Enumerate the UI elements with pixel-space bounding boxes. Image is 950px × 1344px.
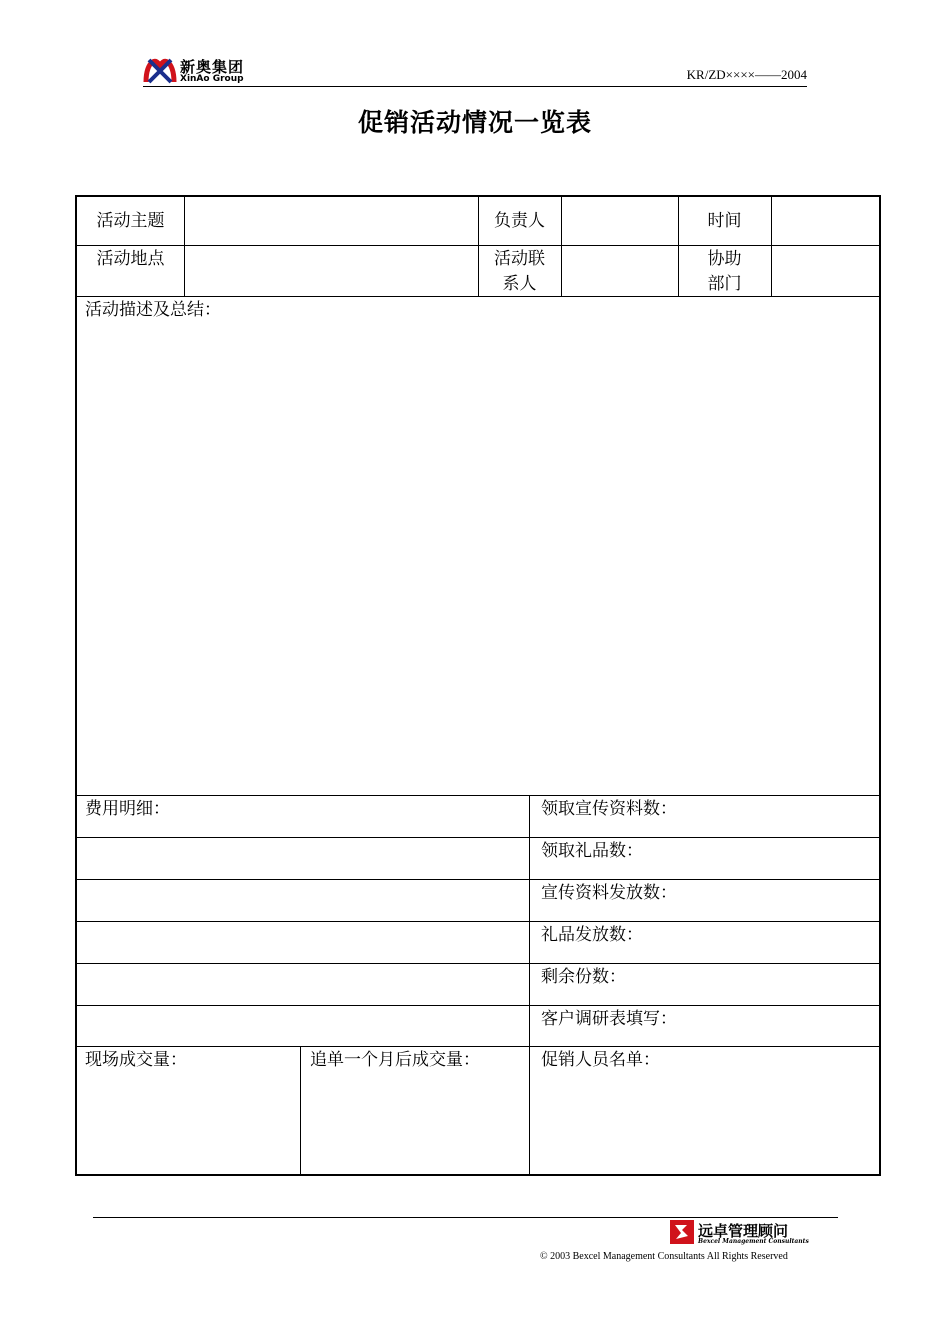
activity-theme-label: 活动主题 (96, 211, 165, 231)
company-logo (143, 52, 253, 88)
activity-location-field[interactable] (185, 246, 477, 296)
copyright-notice: © 2003 Bexcel Management Consultants All Rights Reserved (540, 1251, 788, 1262)
promo-materials-received-label: 领取宣传资料数： (541, 799, 677, 819)
remaining-count-label: 剩余份数： (541, 967, 626, 987)
assist-label-line2: 部门 (707, 274, 742, 294)
promoter-list-label: 促销人员名单： (541, 1050, 660, 1070)
customer-survey-label: 客户调研表填写： (541, 1009, 677, 1029)
header-divider (143, 86, 807, 87)
contact-label-line2: 系人 (502, 274, 537, 294)
owner-label: 负责人 (494, 211, 545, 231)
assisting-dept-label (678, 247, 771, 297)
expense-detail-label: 费用明细： (85, 799, 170, 819)
gifts-distributed-label: 礼品发放数： (541, 925, 643, 945)
footer-logo-chinese-text: 远卓管理顾问 (698, 1222, 789, 1240)
document-code: KR/ZD××××——2004 (686, 67, 807, 82)
promo-materials-distributed-label: 宣传资料发放数： (541, 883, 677, 903)
activity-location-label: 活动地点 (96, 249, 165, 269)
onsite-deals-label: 现场成交量： (85, 1050, 187, 1070)
followup-deals-label: 追单一个月后成交量： (310, 1050, 480, 1070)
owner-field[interactable] (562, 197, 677, 245)
description-field[interactable] (77, 325, 881, 795)
logo-chinese-text: 新奥集团 (180, 58, 245, 76)
footer-logo-english-text: Bexcel Management Consultants (698, 1238, 809, 1245)
contact-person-field[interactable] (562, 246, 677, 296)
promotion-form-table (75, 195, 881, 1176)
contact-person-label (478, 247, 561, 297)
xinao-logo-icon (143, 52, 177, 86)
logo-english-text: XinAo Group (180, 74, 244, 84)
footer-divider (93, 1217, 838, 1218)
assist-label-line1: 协助 (707, 249, 742, 269)
bexcel-logo (670, 1220, 810, 1246)
contact-label-line1: 活动联 (494, 249, 545, 269)
gifts-received-label: 领取礼品数： (541, 841, 643, 861)
page-title: 促销活动情况一览表 (357, 108, 592, 137)
bexcel-logo-icon (670, 1220, 694, 1244)
time-label: 时间 (707, 211, 742, 231)
time-field[interactable] (772, 197, 881, 245)
activity-theme-field[interactable] (185, 197, 477, 245)
assisting-dept-field[interactable] (772, 246, 881, 296)
description-label: 活动描述及总结： (85, 300, 221, 320)
